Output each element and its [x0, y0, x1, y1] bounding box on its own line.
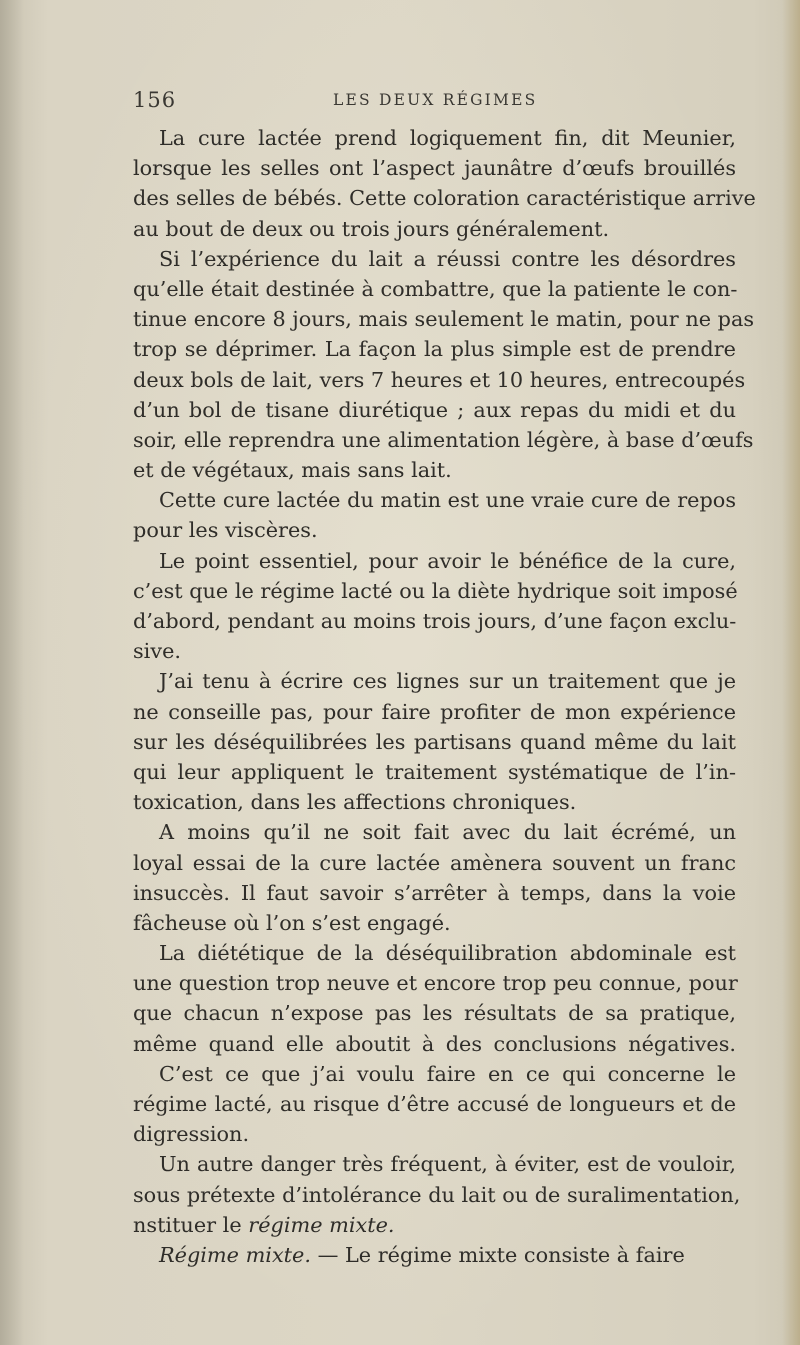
text-line: ne conseille pas, pour faire profiter de mon expérience — [133, 699, 736, 724]
text-line: Un autre danger très fréquent, à éviter, est de vouloir, — [159, 1152, 736, 1177]
text-line: Si l’expérience du lait a réussi contre les désordres — [159, 246, 736, 271]
text-line: insuccès. Il faut savoir s’arrêter à temps, dans la voie — [133, 880, 736, 905]
page-number: 156 — [133, 88, 177, 112]
text-line: régime lacté, au risque d’être accusé de longueurs et de — [133, 1092, 736, 1116]
text-line: La cure lactée prend logiquement fin, dit Meunier, — [159, 126, 736, 150]
running-title: LES DEUX RÉGIMES — [333, 91, 538, 109]
text-line: Le point essentiel, pour avoir le bénéfice de la cure, — [159, 548, 736, 573]
text-line: qui leur appliquent le traitement systématique de l’in- — [133, 759, 736, 784]
page-header — [133, 88, 736, 116]
line-text: nstituer le — [133, 1212, 242, 1237]
section-heading-line — [133, 1240, 736, 1270]
text-line: loyal essai de la cure lactée amènera souvent un franc — [133, 850, 736, 875]
text-line: que chacun n’expose pas les résultats de sa pratique, — [133, 1001, 736, 1026]
text-line: C’est ce que j’ai voulu faire en ce qui concerne le — [159, 1061, 736, 1086]
text-line: Cette cure lactée du matin est une vraie cure de repos — [159, 488, 736, 513]
text-line: au bout de deux ou trois jours généralement. — [133, 216, 610, 241]
text-line: d’abord, pendant au moins trois jours, d’une façon exclu- — [133, 609, 737, 633]
text-line: tinue encore 8 jours, mais seulement le matin, pour ne pas — [133, 307, 755, 332]
text-line: La diététique de la déséquilibration abdominale est — [159, 941, 736, 966]
text-line: sous prétexte d’intolérance du lait ou de suralimentation, — [133, 1182, 741, 1207]
text-line: J’ai tenu à écrire ces lignes sur un traitement que je — [159, 669, 736, 694]
page-edge-right — [782, 0, 800, 1345]
text-line: des selles de bébés. Cette coloration caractéristique arrive — [133, 186, 756, 211]
text-line: digression. — [133, 1122, 250, 1147]
text-line: pour les viscères. — [133, 518, 318, 543]
text-line: trop se déprimer. La façon la plus simple est de prendre — [133, 337, 736, 362]
text-line: fâcheuse où l’on s’est engagé. — [133, 910, 451, 935]
section-heading: Régime mixte. — [159, 1242, 311, 1267]
text-line: et de végétaux, mais sans lait. — [133, 458, 452, 483]
text-line: même quand elle aboutit à des conclusions négatives. — [133, 1031, 736, 1056]
text-line: toxication, dans les affections chroniques. — [133, 790, 577, 815]
italic-term: régime mixte. — [248, 1212, 395, 1237]
text-line: lorsque les selles ont l’aspect jaunâtre d’œufs brouillés — [133, 156, 736, 181]
text-line: c’est que le régime lacté ou la diète hydrique soit imposé — [133, 578, 738, 603]
text-line: sur les déséquilibrées les partisans quand même du lait — [133, 729, 736, 754]
text-line: d’un bol de tisane diurétique ; aux repas du midi et du — [133, 397, 736, 422]
text-line: A moins qu’il ne soit fait avec du lait écrémé, un — [159, 820, 736, 845]
text-line: soir, elle reprendra une alimentation légère, à base d’œufs — [133, 427, 754, 452]
text-line: qu’elle était destinée à combattre, que la patiente le con- — [133, 276, 738, 301]
body-text — [133, 123, 756, 1270]
section-heading-rest: — Le régime mixte consiste à faire — [310, 1242, 685, 1267]
text-line: une question trop neuve et encore trop peu connue, pour — [133, 971, 738, 996]
text-line: deux bols de lait, vers 7 heures et 10 heures, entrecoupés — [133, 367, 746, 392]
text-line: sive. — [133, 639, 181, 664]
text-line-mixed — [133, 1210, 736, 1240]
page-shadow-left — [0, 0, 24, 1345]
